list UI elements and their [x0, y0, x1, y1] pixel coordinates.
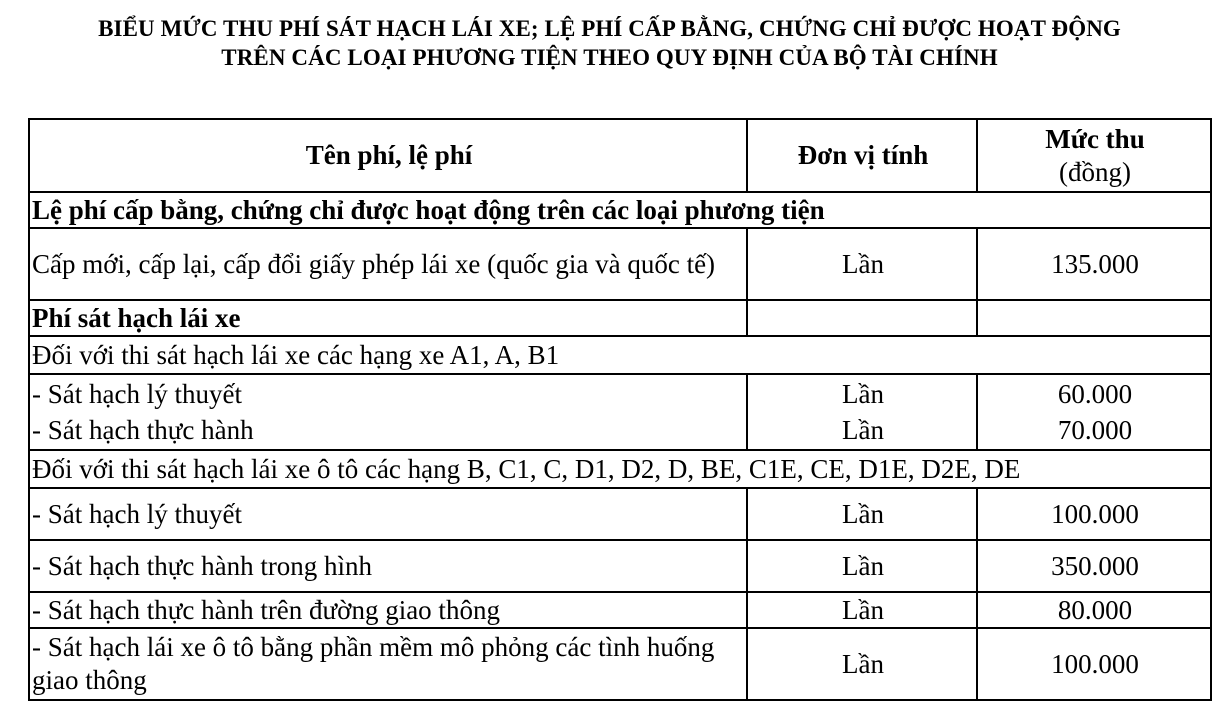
document-title [0, 14, 1219, 72]
fee-name-cell: - Sát hạch thực hành trên đường giao thông [29, 592, 747, 628]
header-rate [977, 119, 1211, 192]
fee-name-cell: - Sát hạch lái xe ô tô bằng phần mềm mô phỏng các tình huống giao thông [29, 628, 747, 700]
header-fee-name: Tên phí, lệ phí [29, 119, 747, 192]
fee-name-cell: - Sát hạch lý thuyết [29, 488, 747, 540]
unit-cell [747, 374, 977, 450]
title-line-2: TRÊN CÁC LOẠI PHƯƠNG TIỆN THEO QUY ĐỊNH CỦA BỘ TÀI CHÍNH [221, 45, 998, 70]
section-title: Phí sát hạch lái xe [29, 300, 747, 336]
table-row [29, 628, 1211, 700]
unit-cell: Lần [747, 488, 977, 540]
rate-theory: 60.000 [1057, 379, 1133, 409]
rate-cell: 100.000 [977, 488, 1211, 540]
fee-table [28, 118, 1212, 701]
group-title: Đối với thi sát hạch lái xe các hạng xe A1, A, B1 [29, 336, 1211, 374]
fee-name-cell: Cấp mới, cấp lại, cấp đổi giấy phép lái xe (quốc gia và quốc tế) [29, 228, 747, 300]
header-unit: Đơn vị tính [747, 119, 977, 192]
unit-cell: Lần [747, 228, 977, 300]
fee-name-cell [29, 374, 747, 450]
section-title: Lệ phí cấp bằng, chứng chỉ được hoạt động trên các loại phương tiện [29, 192, 1211, 228]
rate-cell [977, 374, 1211, 450]
rate-cell: 135.000 [977, 228, 1211, 300]
table-row-pair [29, 374, 1211, 450]
rate-practice: 70.000 [1057, 415, 1133, 445]
unit-practice: Lần [842, 415, 884, 445]
fee-name-cell: - Sát hạch thực hành trong hình [29, 540, 747, 592]
title-line-1: BIỂU MỨC THU PHÍ SÁT HẠCH LÁI XE; LỆ PHÍ CẤP BẰNG, CHỨNG CHỈ ĐƯỢC HOẠT ĐỘNG [98, 16, 1121, 41]
rate-cell: 100.000 [977, 628, 1211, 700]
unit-theory: Lần [842, 379, 884, 409]
rate-cell: 350.000 [977, 540, 1211, 592]
empty-cell [747, 300, 977, 336]
header-row [29, 119, 1211, 192]
group-row-motorbike [29, 336, 1211, 374]
unit-cell: Lần [747, 592, 977, 628]
unit-cell: Lần [747, 628, 977, 700]
section-row-exam-fee [29, 300, 1211, 336]
table-row [29, 592, 1211, 628]
table-row [29, 540, 1211, 592]
empty-cell [977, 300, 1211, 336]
group-title: Đối với thi sát hạch lái xe ô tô các hạng B, C1, C, D1, D2, D, BE, C1E, CE, D1E, D2E, DE [29, 450, 1211, 488]
header-rate-currency: (đồng) [1059, 156, 1131, 187]
table-row [29, 488, 1211, 540]
header-rate-label: Mức thu [1045, 123, 1145, 154]
table-row [29, 228, 1211, 300]
fee-name-theory: - Sát hạch lý thuyết [32, 379, 242, 409]
rate-cell: 80.000 [977, 592, 1211, 628]
section-row-license-fee [29, 192, 1211, 228]
fee-name-practice: - Sát hạch thực hành [32, 415, 254, 445]
group-row-car [29, 450, 1211, 488]
unit-cell: Lần [747, 540, 977, 592]
